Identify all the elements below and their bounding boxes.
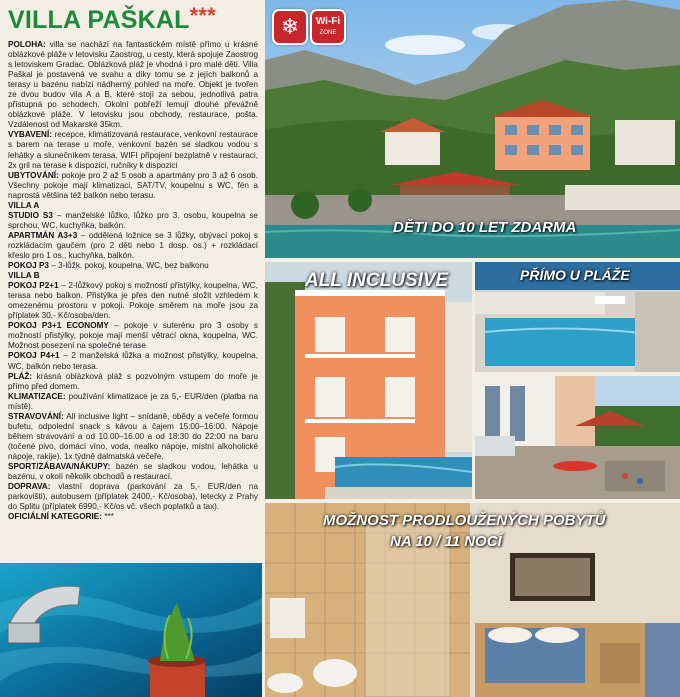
section-text: – 3-lůžk. pokoj, koupelna, WC, bez balkonu [48,261,209,271]
section-label: SPORT/ZÁBAVA/NÁKUPY: [8,461,111,471]
section-text: – oddělená ložnice se 3 lůžky, obývací pokoj s rozkládacím gaučem (pro 2 děti nebo 1 dosp. os.) + rozkládací křeslo pro 1 os., kuchyňka, balkón. [8,230,258,260]
section-text: All inclusive light – snídaně, obědy a večeře formou bufetu, odpolední snack s kávou a čajem 15:00–16:00. Nápoje během stravování a od 10.00–16.00 a od 18:30 do 22:00 na baru (točené pivo, domácí víno, voda, nealko nápoje, místní alkoholické nápoje, rakije). 1x týdně dalmatská večeře. [8,411,258,461]
section-paragraph [8,462,258,482]
section-label: POKOJ P2+1 [8,281,59,291]
section-paragraph [8,372,258,392]
section-text: – 2 manželská lůžka a možnost přistýlky, koupelna, WC, balkón nebo terasa. [8,351,259,371]
description-text [8,40,258,522]
section-text: *** [102,512,114,522]
section-paragraph [8,321,258,351]
section-text: krásná oblázková pláž s pozvolným vstupem do moře je přímo před domem. [8,371,258,391]
section-paragraph [8,40,258,130]
section-text: – 2-lůžkový pokoj s možností přistýlky, koupelna, WC, terasa nebo balkon. Přistýlka je přes den nutné složit vzhledem k omezenému prostoru v pokoji. Pokoje směrem na moře jsou za příplatek 30,- Kč/osoba/den. [8,281,258,321]
section-label: POLOHA: [8,40,46,49]
section-label: KLIMATIZACE: [8,391,66,401]
section-label: UBYTOVÁNÍ: [8,170,59,180]
section-label: STUDIO S3 [8,210,53,220]
section-label: OFICIÁLNÍ KATEGORIE: [8,512,102,522]
section-label: POKOJ P4+1 [8,351,60,361]
section-label: POKOJ P3+1 ECONOMY [8,321,109,331]
snowflake-icon: ❄ [280,14,300,39]
section-text: pokoje pro 2 až 5 osob a apartmány pro 3 až 6 osob. Všechny pokoje mají klimatizaci, SAT/TV, koupelnu s WC, fén a naprostá většina též balkón nebo terasu. [8,170,258,200]
photo-villa-exterior [265,0,680,258]
section-label: APARTMÁN A3+3 [8,230,78,240]
wifi-zone-label: ZONE [319,30,337,36]
caption-all-inclusive: ALL INCLUSIVE [305,270,449,291]
section-paragraph [8,351,258,371]
hotel-title [8,3,216,35]
section-paragraph [8,171,258,201]
section-paragraph [8,261,258,271]
section-label: DOPRAVA: [8,482,51,492]
section-text: villa se nachází na fantastickém místě přímo u krásné oblázkové pláže v letovisku Zaostrog, u cesty, která spojuje Zaostrog s letoviskem Gradac. Oblázková pláž je vhodná i pro malé děti. Villa Paškal je postavená ve svahu a díky tomu se z jejích balkonů a terasy u bazénu nabízí nádherný pohled na moře. Objekt je tvořen ze dvou budov vila A a B, které stojí za sebou, jednotlivá patra přístupná po schodech. Okolní pobřeží lemují dlouhé převážně oblázkové pláže. V letovisku jsou obchody, restaurace, pošta. Vzdálenost od Makarské 35km. [8,40,258,130]
section-text: používání klimatizace je za 5,- EUR/den (platba na místě). [8,391,258,411]
section-paragraph [8,201,258,211]
section-paragraph [8,392,258,412]
photo-indoor-pool [0,563,262,697]
caption-kids-free: DĚTI DO 10 LET ZDARMA [393,219,577,236]
hotel-name: VILLA PAŠKAL [8,6,190,34]
section-label: PLÁŽ: [8,371,33,381]
section-label: POKOJ P3 [8,261,49,271]
photo-seaside-terrace [475,376,680,499]
section-text: vlastní doprava (parkování za 5,- EUR/den na parkovišti), autobusem (příplatek 2400,- Kč/osoba), letecky z Prahy do Splitu (příplatek 6990,- Kč/os vč. všech poplatků a tax). [8,482,258,512]
wifi-badge [310,9,346,45]
section-paragraph [8,231,258,261]
photo-all-inclusive [265,262,472,499]
section-label: STRAVOVÁNÍ: [8,411,64,421]
section-text: – pokoje v suterénu pro 3 osoby s možností přistýlky, pokoje mají menší větrací okna, koupelna, WC. Možnost posezení na společné terase [8,321,258,351]
section-text: bazén se sladkou vodou, lehátka u bazénu, v okolí několik obchodů a restaurací. [8,461,258,482]
photo-interior [265,503,680,697]
section-label: VILLA B [8,271,40,281]
section-label: VILLA A [8,200,40,210]
section-paragraph [8,512,258,522]
section-paragraph [8,281,258,321]
wifi-icon: Wi-Fi [315,16,341,27]
section-text: – manželské lůžko, lůžko pro 3. osobu, koupelna se sprchou, WC, kuchyňka, balkón. [8,210,258,230]
section-paragraph [8,130,258,170]
section-paragraph [8,211,258,231]
caption-extended-stays: MOŽNOST PRODLOUŽENÝCH POBYTŮ [323,512,606,529]
caption-beach: PŘÍMO U PLÁŽE [520,267,630,283]
caption-extended-nights: NA 10 / 11 NOCÍ [390,533,502,550]
section-paragraph [8,482,258,512]
section-paragraph [8,271,258,281]
photo-beach-pool [475,262,680,372]
section-label: VYBAVENÍ: [8,130,52,140]
section-paragraph [8,412,258,462]
section-text: recepce, klimatizovaná restaurace, venkovní restaurace s barem na terase u moře, venkovní bazén se sladkou vodou s lehátky a slunečníkem terasa, WIFI připojení bezplatně v restauraci, 2x gril na terase k dispozici, ručníky k dispozici [8,130,258,170]
hotel-stars: *** [189,3,216,28]
air-conditioning-badge [272,9,308,45]
